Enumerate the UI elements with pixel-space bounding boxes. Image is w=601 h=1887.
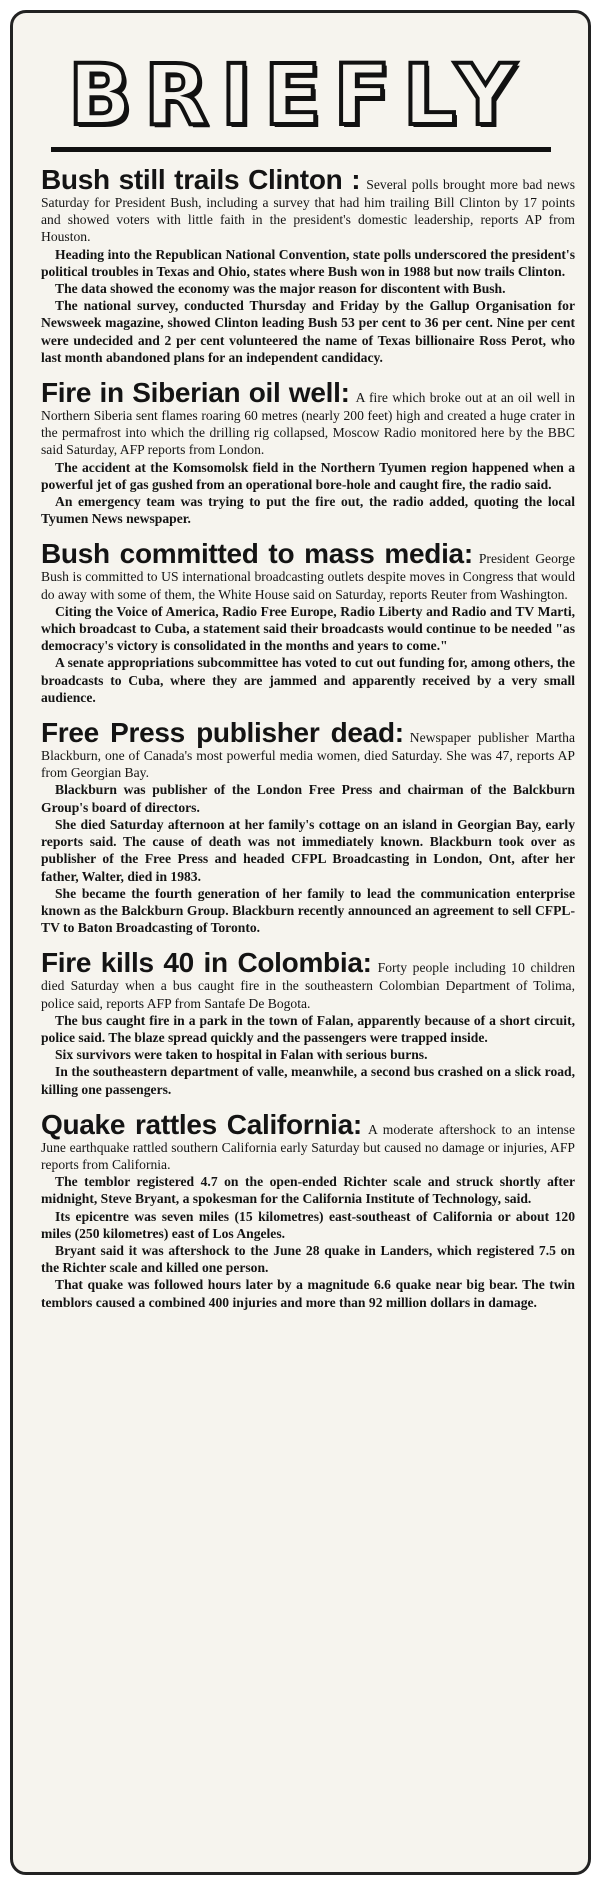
article-headline: Bush committed to mass media: [41, 538, 473, 570]
masthead-rule [51, 147, 551, 152]
article-lead-paragraph [41, 539, 575, 602]
articles-column [41, 165, 575, 1323]
article-paragraph: The national survey, conducted Thursday and Friday by the Gallup Organisation for Newsweek magazine, showed Clinton leading Bush 53 per cent to 36 per cent. Nine per cent were undecided and 2 per cent volunteered the name of Texas billionaire Ross Perot, who last month abandoned plans for an independent candidacy. [41, 298, 575, 365]
article-paragraph: The data showed the economy was the major reason for discontent with Bush. [55, 281, 506, 297]
article-paragraph: Bryant said it was aftershock to the June 28 quake in Landers, which registered 7.5 on the Richter scale and killed one person. [41, 1242, 575, 1276]
article-lede: Newspaper publisher Martha Blackburn, one of Canada's most powerful media women, died Saturday. She was 47, reports AP from Georgian Bay. [41, 730, 575, 781]
article-paragraph: That quake was followed hours later by a magnitude 6.6 quake near big bear. The twin temblors caused a combined 400 injuries and more than 92 million dollars in damage. [41, 1277, 575, 1310]
article-paragraph: She died Saturday afternoon at her family's cottage on an island in Georgian Bay, early reports said. The cause of death was not immediately known. Blackburn took over as publisher of the Free Press and headed CFPL Broadcasting in London, Ont, after her father, Walter, died in 1983. [41, 816, 575, 884]
article-lead-paragraph [41, 165, 575, 246]
article-paragraph: The bus caught fire in a park in the town of Falan, apparently because of a short circuit, police said. The blaze spread quickly and the passengers were trapped inside. [41, 1012, 575, 1045]
article-publisher-dead [41, 718, 575, 936]
article-paragraph: Citing the Voice of America, Radio Free Europe, Radio Liberty and Radio and TV Marti, which broadcast to Cuba, a statement said their broadcasts would continue to be needed "as democracy's victory is consolidated in the months and years to come." [41, 603, 575, 654]
article-paragraph: A senate appropriations subcommittee has voted to cut out funding for, among others, the broadcasts to Cuba, where they are jammed and apparently received by a very small audience. [41, 655, 575, 705]
article-headline: Fire kills 40 in Colombia: [41, 947, 372, 979]
article-headline: Bush still trails Clinton : [41, 164, 361, 195]
article-paragraph: An emergency team was trying to put the fire out, the radio added, quoting the local Tyumen News newspaper. [41, 494, 575, 527]
article-paragraph: She became the fourth generation of her family to lead the communication enterprise known as the Balckburn Group. Blackburn recently announced an agreement to sell CFPL-TV to Baton Broadcasting of Toronto. [41, 885, 575, 936]
article-paragraph: Blackburn was publisher of the London Free Press and chairman of the Balckburn Group's board of directors. [41, 782, 575, 815]
article-headline: Free Press publisher dead: [41, 717, 404, 749]
article-paragraph: Heading into the Republican National Convention, state polls underscored the president's political troubles in Texas and Ohio, states where Bush won in 1988 but now trails Clinton. [41, 246, 575, 279]
article-lede: A moderate aftershock to an intense June earthquake rattled southern California early Saturday but caused no damage or injuries, AFP reports from California. [41, 1121, 576, 1172]
article-colombia-fire [41, 948, 575, 1097]
article-paragraph: The temblor registered 4.7 on the open-ended Richter scale and struck shortly after midnight, Steve Bryant, a spokesman for the California Institute of Technology, said. [41, 1174, 575, 1207]
article-paragraph: The accident at the Komsomolsk field in the Northern Tyumen region happened when a powerful jet of gas gushed from an operational bore-hole and caught fire, the radio said. [41, 459, 575, 492]
masthead [51, 45, 545, 145]
newspaper-clipping [10, 10, 591, 1875]
masthead-title: BRIEFLY [68, 46, 528, 144]
article-paragraph: Its epicentre was seven miles (15 kilometres) east-southeast of California or about 120 miles (250 kilometres) east of Los Angeles. [41, 1208, 575, 1241]
article-california-quake [41, 1110, 575, 1311]
article-lede: A fire which broke out at an oil well in Northern Siberia sent flames roaring 60 metres (nearly 200 feet) high and created a huge crater in the permafrost into which the drilling rig collapsed, Moscow Radio monitored here by the BBC said Saturday, AFP reports from London. [41, 390, 575, 458]
article-lede: President George Bush is committed to US international broadcasting outlets despite moves in Congress that would do away with some of them, the White House said on Saturday, reports Reuter from Washington. [41, 551, 576, 602]
article-headline: Quake rattles California: [41, 1108, 362, 1140]
article-lede: Forty people including 10 children died Saturday when a bus caught fire in the southeastern Colombian Department of Tolima, police said, reports AFP from Santafe De Bogota. [41, 960, 575, 1011]
article-lead-paragraph [41, 1110, 575, 1173]
article-paragraph: In the southeastern department of valle, meanwhile, a second bus crashed on a slick road, killing one passengers. [41, 1064, 575, 1097]
article-bush-clinton [41, 165, 575, 366]
article-mass-media [41, 539, 575, 706]
article-lead-paragraph [41, 718, 575, 781]
article-lead-paragraph [41, 378, 575, 459]
article-siberian-fire [41, 378, 575, 527]
article-lede: Several polls brought more bad news Saturday for President Bush, including a survey that had him trailing Bill Clinton by 17 points and showed voters with little faith in the president's domestic leadership, reports AP from Houston. [41, 177, 575, 245]
article-headline: Fire in Siberian oil well: [41, 377, 350, 409]
article-paragraph: Six survivors were taken to hospital in Falan with serious burns. [55, 1047, 428, 1063]
article-lead-paragraph [41, 948, 575, 1011]
